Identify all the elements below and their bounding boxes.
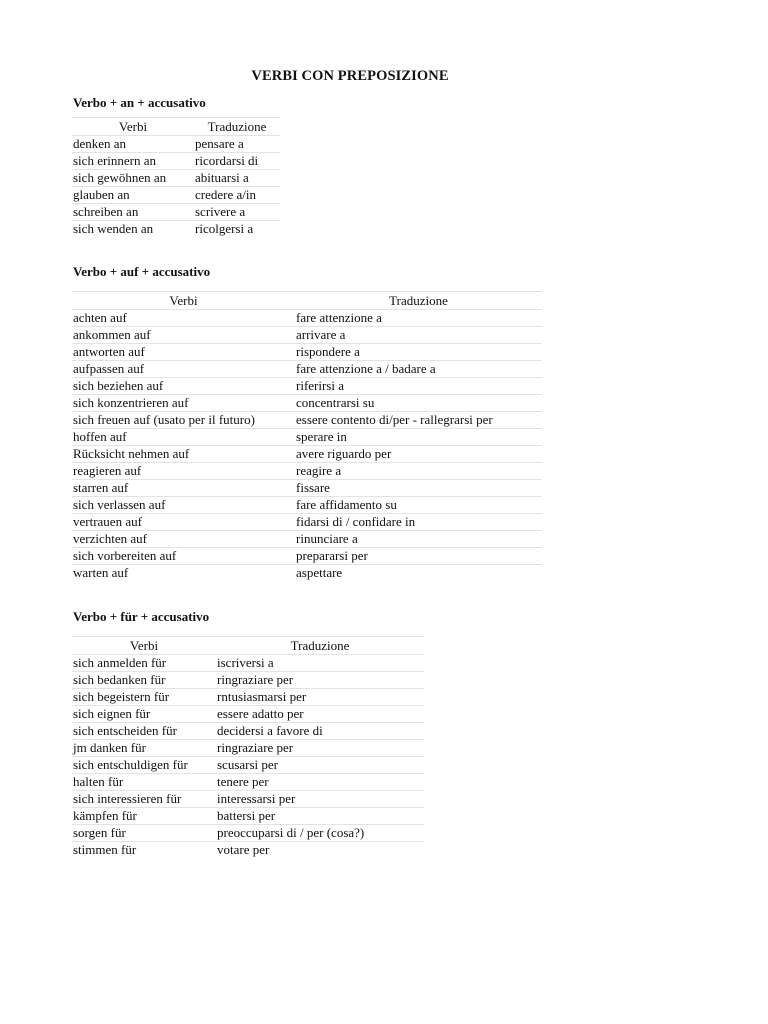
translation-cell: votare per (217, 842, 270, 857)
translation-cell: decidersi a favore di (216, 723, 424, 740)
verb-cell: halten für (72, 774, 216, 791)
table-row (72, 740, 424, 757)
table-row (72, 187, 280, 204)
column-header-verbi: Verbi (72, 118, 194, 136)
translation-cell: battersi per (216, 808, 424, 825)
translation-cell: aspettare (296, 565, 343, 580)
translation-cell: sperare in (295, 429, 542, 446)
translation-cell: iscriversi a (216, 655, 424, 672)
verb-cell: sich verlassen auf (72, 497, 295, 514)
verb-cell: warten auf (73, 565, 129, 580)
table-row (72, 310, 542, 327)
verb-table-fuer (72, 636, 424, 858)
table-row (72, 480, 542, 497)
table-row (72, 204, 280, 221)
page-title: VERBI CON PREPOSIZIONE (251, 68, 449, 84)
translation-cell: preoccuparsi di / per (cosa?) (216, 825, 424, 842)
verb-cell: glauben an (72, 187, 194, 204)
translation-cell: reagire a (295, 463, 542, 480)
table-row (72, 757, 424, 774)
translation-cell: avere riguardo per (295, 446, 542, 463)
verb-cell: kämpfen für (72, 808, 216, 825)
verb-cell: sich interessieren für (72, 791, 216, 808)
column-header-verbi: Verbi (72, 292, 295, 310)
verb-cell: sich begeistern für (72, 689, 216, 706)
table-row (72, 842, 424, 859)
verb-cell: ankommen auf (72, 327, 295, 344)
verb-cell: sich vorbereiten auf (72, 548, 295, 565)
translation-cell: concentrarsi su (295, 395, 542, 412)
translation-cell: pensare a (194, 136, 280, 153)
column-header-verbi: Verbi (72, 637, 216, 655)
table-row (72, 412, 542, 429)
table-row (72, 531, 542, 548)
table-row (72, 378, 542, 395)
verb-cell: sich wenden an (73, 221, 154, 236)
table-row (72, 825, 424, 842)
translation-cell: ricolgersi a (195, 221, 254, 236)
verb-cell: sich anmelden für (72, 655, 216, 672)
verb-cell: schreiben an (72, 204, 194, 221)
verb-cell: sich bedanken für (72, 672, 216, 689)
table-row (72, 689, 424, 706)
table-row (72, 153, 280, 170)
verb-table-an (72, 117, 280, 237)
table-header-row (72, 118, 280, 136)
translation-cell: riferirsi a (295, 378, 542, 395)
verb-cell: sich gewöhnen an (72, 170, 194, 187)
table-row (72, 672, 424, 689)
translation-cell: credere a/in (194, 187, 280, 204)
verb-cell: sich eignen für (72, 706, 216, 723)
verb-cell: sich erinnern an (72, 153, 194, 170)
verb-cell: sich beziehen auf (72, 378, 295, 395)
table-row (72, 791, 424, 808)
table-row (72, 497, 542, 514)
verb-cell: jm danken für (72, 740, 216, 757)
table-row (72, 774, 424, 791)
verb-cell: denken an (72, 136, 194, 153)
table-row (72, 706, 424, 723)
table-row (72, 723, 424, 740)
translation-cell: tenere per (216, 774, 424, 791)
section-heading-auf: Verbo + auf + accusativo (73, 264, 211, 279)
verb-cell: starren auf (72, 480, 295, 497)
verb-cell: achten auf (72, 310, 295, 327)
verb-cell: sich freuen auf (usato per il futuro) (72, 412, 295, 429)
verb-cell: sich konzentrieren auf (72, 395, 295, 412)
table-header-row (72, 292, 542, 310)
section-heading-an: Verbo + an + accusativo (73, 95, 206, 110)
translation-cell: rntusiasmarsi per (216, 689, 424, 706)
table-row (72, 463, 542, 480)
translation-cell: essere adatto per (216, 706, 424, 723)
verb-cell: Rücksicht nehmen auf (72, 446, 295, 463)
table-row (72, 565, 542, 582)
table-row (72, 395, 542, 412)
table-row (72, 514, 542, 531)
table-row (72, 429, 542, 446)
verb-cell: hoffen auf (72, 429, 295, 446)
translation-cell: ringraziare per (216, 672, 424, 689)
verb-cell: stimmen für (73, 842, 137, 857)
translation-cell: prepararsi per (295, 548, 542, 565)
translation-cell: fare attenzione a / badare a (295, 361, 542, 378)
translation-cell: fidarsi di / confidare in (295, 514, 542, 531)
translation-cell: scusarsi per (216, 757, 424, 774)
table-header-row (72, 637, 424, 655)
verb-cell: sich entscheiden für (72, 723, 216, 740)
column-header-traduzione: Traduzione (216, 637, 424, 655)
verb-table-auf (72, 291, 542, 581)
translation-cell: fissare (295, 480, 542, 497)
table-row (72, 221, 280, 238)
translation-cell: fare attenzione a (295, 310, 542, 327)
column-header-traduzione: Traduzione (295, 292, 542, 310)
translation-cell: essere contento di/per - rallegrarsi per (295, 412, 542, 429)
table-row (72, 548, 542, 565)
verb-cell: verzichten auf (72, 531, 295, 548)
translation-cell: interessarsi per (216, 791, 424, 808)
verb-cell: reagieren auf (72, 463, 295, 480)
table-row (72, 327, 542, 344)
table-row (72, 136, 280, 153)
translation-cell: rinunciare a (295, 531, 542, 548)
verb-cell: sorgen für (72, 825, 216, 842)
verb-cell: antworten auf (72, 344, 295, 361)
translation-cell: scrivere a (194, 204, 280, 221)
translation-cell: ringraziare per (216, 740, 424, 757)
translation-cell: arrivare a (295, 327, 542, 344)
translation-cell: abituarsi a (194, 170, 280, 187)
verb-cell: vertrauen auf (72, 514, 295, 531)
column-header-traduzione: Traduzione (194, 118, 280, 136)
table-row (72, 170, 280, 187)
table-row (72, 655, 424, 672)
table-row (72, 361, 542, 378)
table-row (72, 344, 542, 361)
translation-cell: fare affidamento su (295, 497, 542, 514)
translation-cell: rispondere a (295, 344, 542, 361)
verb-cell: aufpassen auf (72, 361, 295, 378)
translation-cell: ricordarsi di (194, 153, 280, 170)
verb-cell: sich entschuldigen für (72, 757, 216, 774)
table-row (72, 808, 424, 825)
section-heading-fuer: Verbo + für + accusativo (73, 609, 210, 624)
table-row (72, 446, 542, 463)
